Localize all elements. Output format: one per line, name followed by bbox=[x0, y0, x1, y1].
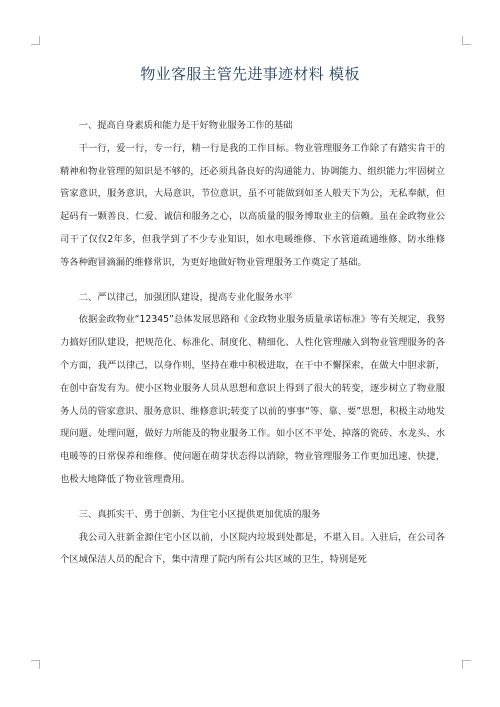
section-2-heading: 二、严以律己，加强团队建设，提高专业化服务水平 bbox=[78, 291, 293, 303]
section-1-heading: 一、提高自身素质和能力是干好物业服务工作的基础 bbox=[78, 120, 293, 131]
section-1-body: 干一行，爱一行，专一行，精一行是我的工作目标。物业管理服务工作除了有踏实肯干的精神和物业管理的知识是不够的，还必须具备良好的沟通能力、协调能力、组织能力;牢固树立管家意识，服务意识，大局意识，节位意识，虽不可能做到如圣人般天下为公，无私奉献，但起码有一颗善良、仁爱、诚信和服务之心，以高质量的服务博取业主的信赖。虽在金政物业公司干了仅仅2年多，但我学到了不少专业知识，如水电暖维修、下水管道疏通维修、防水维修等各种跑冒滴漏的维修常识，为更好地做好物业管理服务工作奠定了基础。 bbox=[60, 142, 445, 268]
section-2-body: 依据金政物业“12345”总体发展思路和《金政物业服务质量承诺标准》等有关规定，我努力搞好团队建设，把规范化、标准化、制度化、精细化、人性化管理融入到物业管理服务的各个方面，我严以律己，以身作则，坚持在难中积极进取，在干中不懈探索，在做大中胆求新，在创中奋发有为。使小区物业服务人员从思想和意识上得到了很大的转变，逐步树立了物业服务人员的管家意识、服务意识、维修意识;转变了以前的事事“等、靠、要”思想，积极主动地发现问题、处理问题，做好力所能及的物业服务工作。如小区不平处、掉落的瓷砖、水龙头、水电暖等的日常保养和维修。使问题在萌芽状态得以消除，物业管理服务工作更加迅速、快捷，也极大地降低了物业管理费用。 bbox=[60, 314, 445, 485]
crop-mark-bottom-right bbox=[462, 660, 471, 669]
crop-mark-top-left bbox=[31, 36, 40, 45]
crop-mark-top-right bbox=[462, 36, 471, 45]
section-3-heading: 三、真抓实干、勇于创新、为住宅小区提供更加优质的服务 bbox=[78, 508, 321, 520]
section-3-body: 我公司入驻新金源住宅小区以前，小区院内垃圾到处都是，不堪入目。入驻后，在公司各个区域保洁人员的配合下，集中清理了院内所有公共区域的卫生，特别是死 bbox=[60, 531, 445, 566]
document-title: 物业客服主管先进事迹材料 模板 bbox=[140, 65, 360, 83]
crop-mark-bottom-left bbox=[31, 660, 40, 669]
document-body bbox=[60, 115, 445, 572]
